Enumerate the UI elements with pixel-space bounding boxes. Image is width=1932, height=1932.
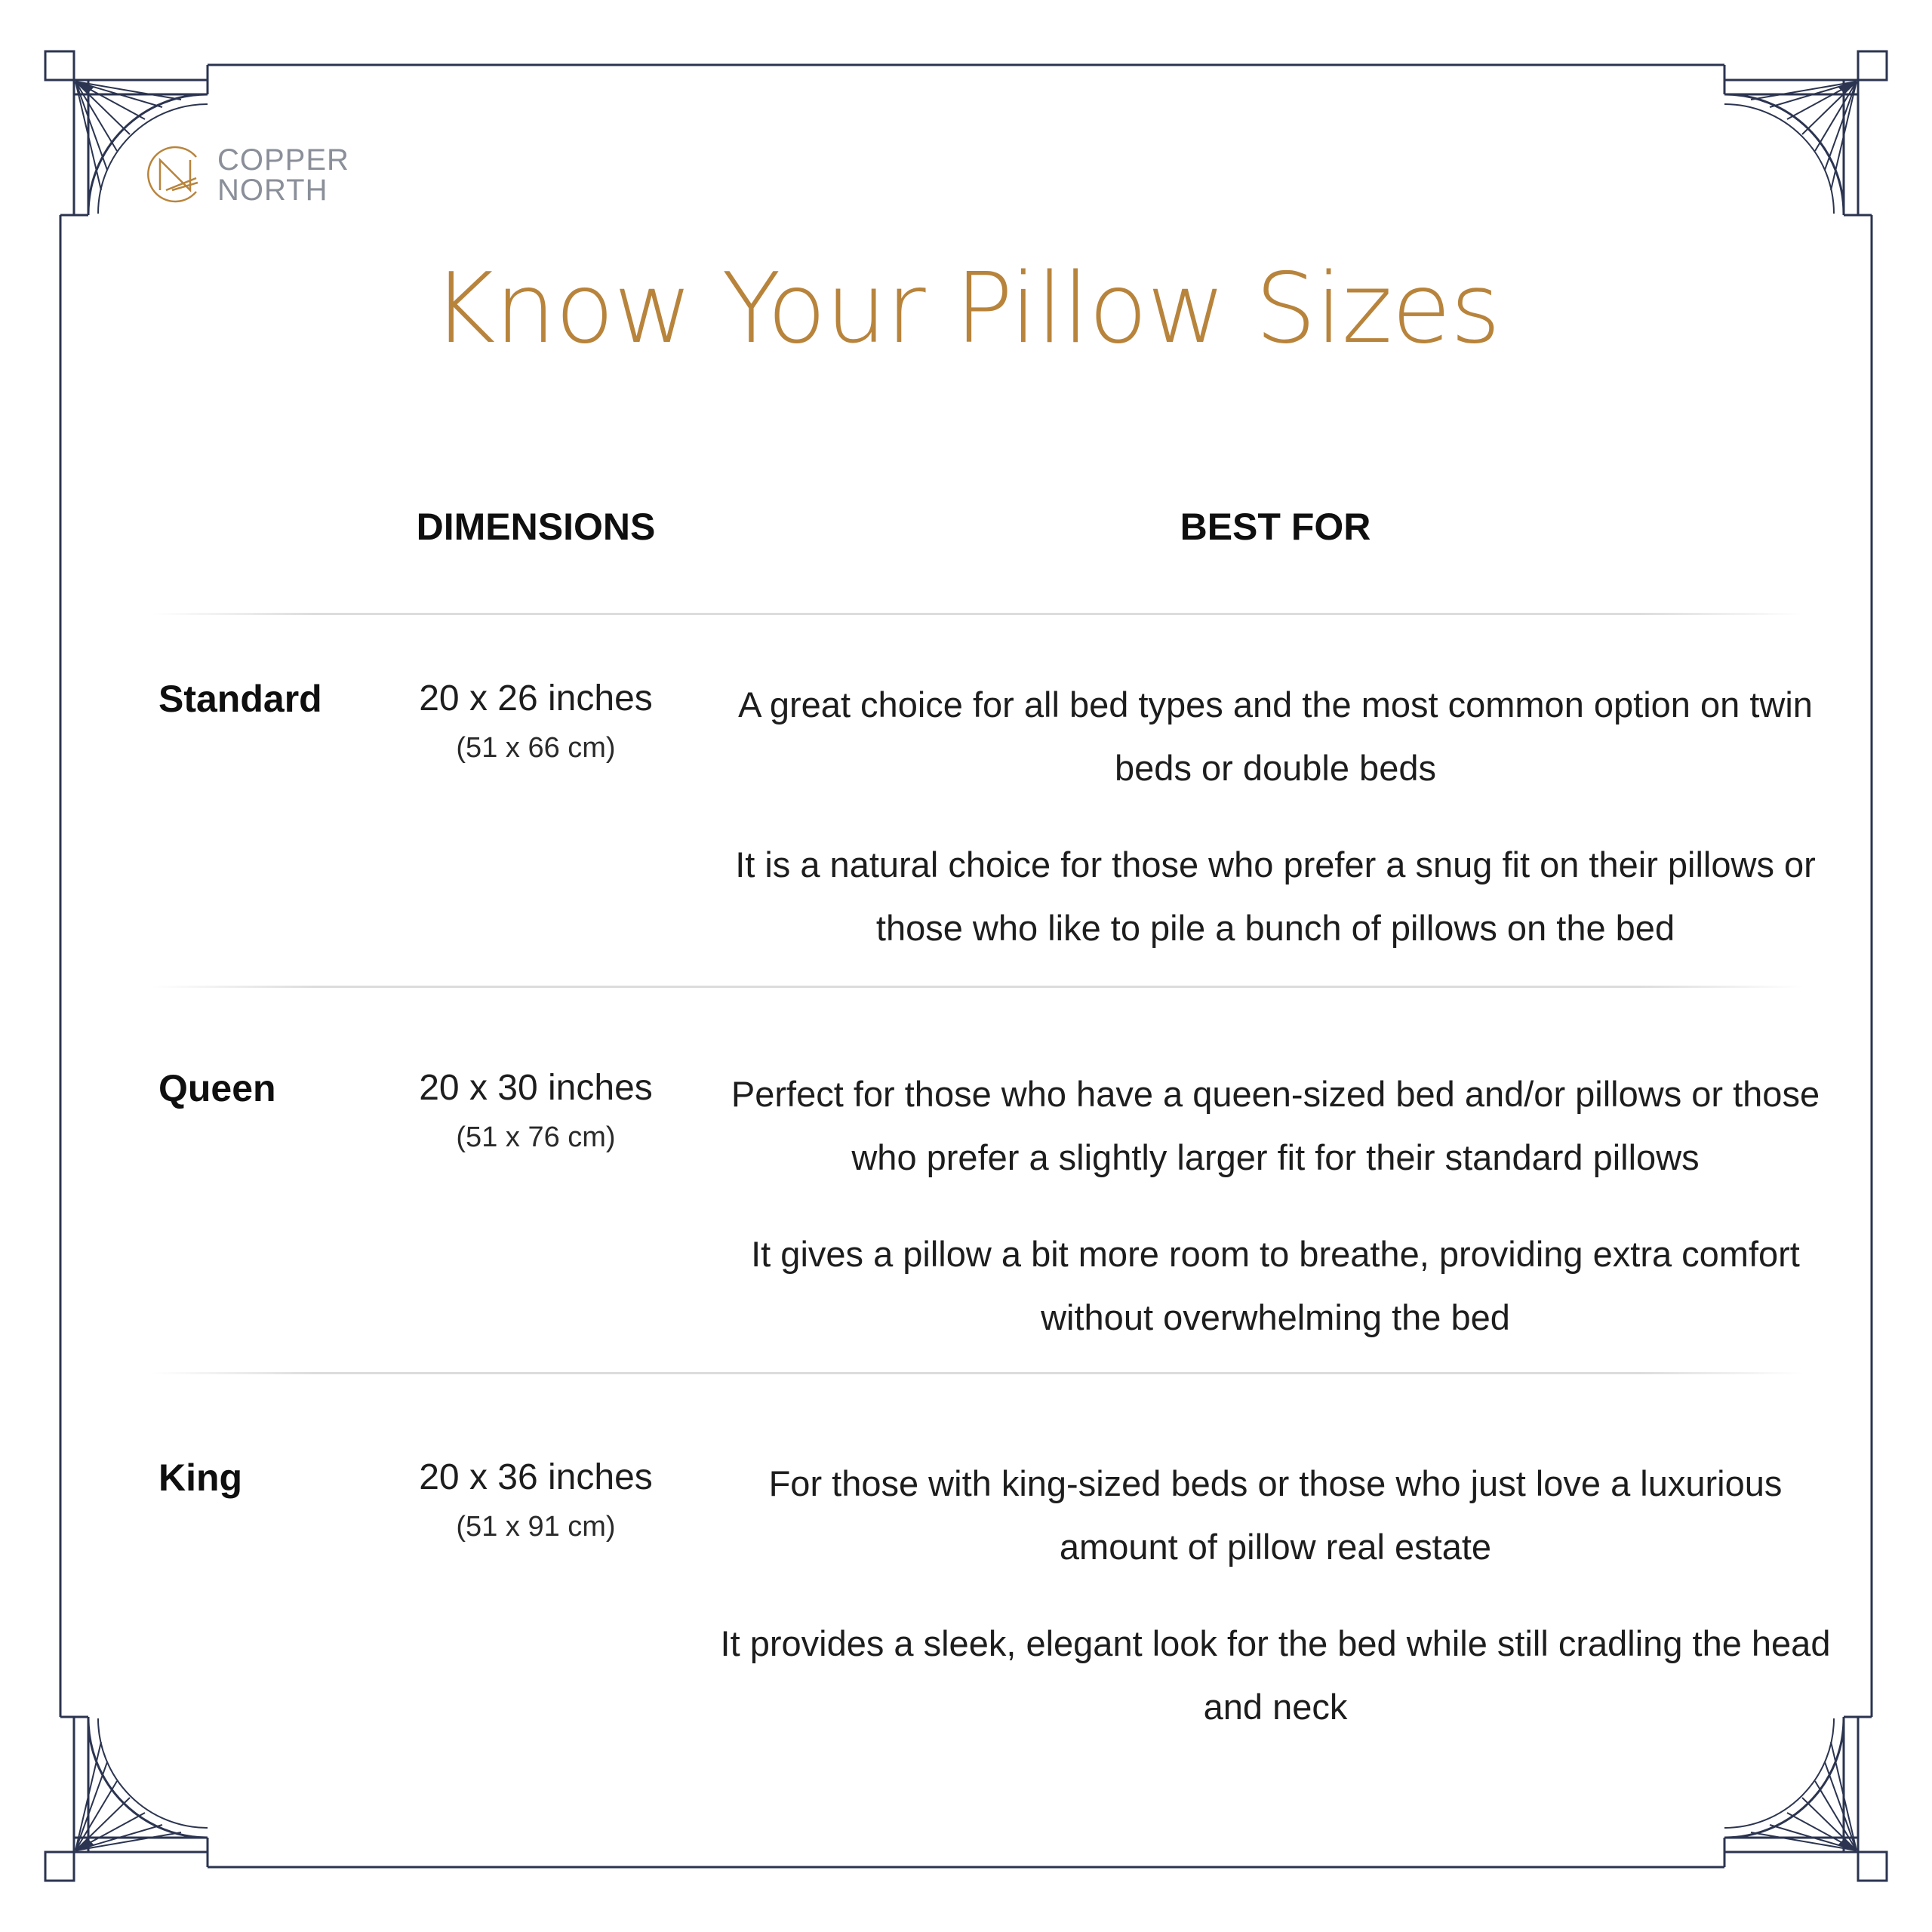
corner-ornament-bottom-right xyxy=(1724,1717,1887,1881)
dimensions-inches: 20 x 36 inches xyxy=(419,1457,653,1497)
best-for-paragraph: It provides a sleek, elegant look for the bed while still cradling the head and neck xyxy=(720,1623,1831,1727)
brand-name-line1: COPPER xyxy=(217,143,349,177)
brand-logo xyxy=(143,143,370,211)
best-for-paragraph: It gives a pillow a bit more room to breathe, providing extra comfort without overwhelming the bed xyxy=(751,1234,1800,1337)
best-for-cell xyxy=(709,1452,1841,1739)
brand-name xyxy=(217,145,349,205)
row-divider xyxy=(151,1372,1804,1374)
brand-name-line2: NORTH xyxy=(217,174,328,207)
best-for-paragraph: For those with king-sized beds or those who just love a luxurious amount of pillow real estate xyxy=(768,1463,1783,1567)
dimensions-cell xyxy=(377,1455,694,1546)
dimensions-cm: (51 x 76 cm) xyxy=(456,1121,616,1153)
best-for-cell xyxy=(709,1063,1841,1349)
corner-ornament-bottom-left xyxy=(45,1717,208,1881)
dimensions-cm: (51 x 66 cm) xyxy=(456,732,616,764)
column-header-dimensions: DIMENSIONS xyxy=(416,506,656,548)
column-header-best-for: BEST FOR xyxy=(1180,506,1371,548)
dimensions-cm: (51 x 91 cm) xyxy=(456,1511,616,1543)
dimensions-cell xyxy=(377,676,694,767)
best-for-paragraph: A great choice for all bed types and the most common option on twin beds or double beds xyxy=(738,685,1813,788)
dimensions-inches: 20 x 26 inches xyxy=(419,678,653,718)
size-name: Standard xyxy=(158,678,322,720)
size-name: Queen xyxy=(158,1067,276,1109)
dimensions-inches: 20 x 30 inches xyxy=(419,1068,653,1108)
best-for-cell xyxy=(709,673,1841,960)
copper-north-logo-icon xyxy=(143,143,205,205)
size-name: King xyxy=(158,1457,243,1499)
header-divider xyxy=(151,613,1804,615)
row-divider xyxy=(151,986,1804,988)
corner-ornament-top-right xyxy=(1724,51,1887,215)
dimensions-cell xyxy=(377,1066,694,1156)
best-for-paragraph: Perfect for those who have a queen-sized bed and/or pillows or those who prefer a slightly larger fit for their standard pillows xyxy=(731,1074,1820,1177)
page-title: Know Your Pillow Sizes xyxy=(432,253,1500,365)
best-for-paragraph: It is a natural choice for those who prefer a snug fit on their pillows or those who like to pile a bunch of pillows on the bed xyxy=(735,844,1816,948)
